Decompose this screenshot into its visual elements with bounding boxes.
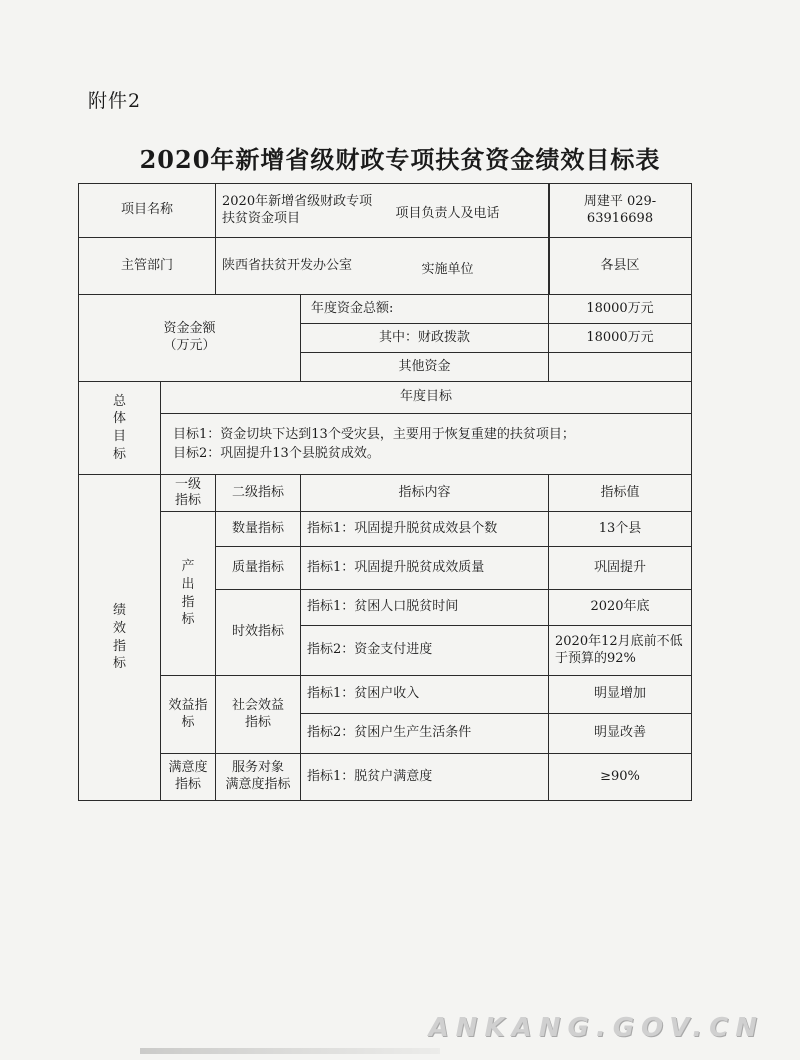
row-annual-goal-text — [79, 414, 692, 475]
funds-other-value — [549, 353, 692, 382]
service-satisfaction-label: 服务对象 满意度指标 — [216, 754, 301, 801]
row-indicator-headers — [79, 475, 692, 512]
annual-goal-header: 年度目标 — [161, 382, 692, 414]
social-value-1: 明显增加 — [549, 676, 692, 714]
quantity-indicator-label: 数量指标 — [216, 512, 301, 547]
social-benefit-label: 社会效益 指标 — [216, 676, 301, 754]
row-satisfaction — [79, 754, 692, 801]
annual-goal-text: 目标1：资金切块下达到13个受灾县，主要用于恢复重建的扶贫项目； 目标2：巩固提升13个县脱贫成效。 — [161, 414, 692, 475]
row-annual-goal-header — [79, 382, 692, 414]
satisfaction-indicator-label: 满意度 指标 — [161, 754, 216, 801]
output-indicator-label: 产 出 指 标 — [161, 512, 216, 676]
funds-fiscal-value: 18000万元 — [549, 324, 692, 353]
funds-total-value: 18000万元 — [549, 295, 692, 324]
funds-fiscal-label: 其中：财政拨款 — [301, 324, 549, 353]
project-name-value: 2020年新增省级财政专项扶贫资金项目 — [216, 184, 549, 238]
implementing-unit-label: 实施单位 — [421, 262, 474, 277]
funds-label: 资金金额 （万元） — [79, 295, 301, 382]
implementing-unit-value: 各县区 — [549, 238, 692, 295]
scan-smudge — [140, 1048, 440, 1054]
site-watermark: ANKANG.GOV.CN — [428, 1013, 764, 1043]
timeliness-content-2: 指标2：资金支付进度 — [301, 626, 549, 676]
row-social-1 — [79, 676, 692, 714]
social-content-2: 指标2：贫困户生产生活条件 — [301, 714, 549, 754]
social-value-2: 明显改善 — [549, 714, 692, 754]
contact-divider — [548, 184, 550, 294]
header-value: 指标值 — [549, 475, 692, 512]
header-level2: 二级指标 — [216, 475, 301, 512]
quality-indicator-label: 质量指标 — [216, 547, 301, 590]
satisfaction-value: ≥90% — [549, 754, 692, 801]
project-contact-label: 项目负责人及电话 — [395, 206, 500, 221]
timeliness-indicator-label: 时效指标 — [216, 590, 301, 676]
attachment-label: 附件2 — [88, 90, 142, 112]
project-name-label: 项目名称 — [79, 184, 216, 238]
funds-other-label: 其他资金 — [301, 353, 549, 382]
satisfaction-content: 指标1：脱贫户满意度 — [301, 754, 549, 801]
quality-content: 指标1：巩固提升脱贫成效质量 — [301, 547, 549, 590]
timeliness-value-1: 2020年底 — [549, 590, 692, 626]
performance-label: 绩 效 指 标 — [79, 475, 161, 801]
department-value: 陕西省扶贫开发办公室 — [216, 238, 549, 295]
header-level1: 一级 指标 — [161, 475, 216, 512]
overall-goal-label: 总 体 目 标 — [79, 382, 161, 475]
department-label: 主管部门 — [79, 238, 216, 295]
social-content-1: 指标1：贫困户收入 — [301, 676, 549, 714]
document-title: 2020年新增省级财政专项扶贫资金绩效目标表 — [139, 145, 661, 174]
timeliness-content-1: 指标1：贫困人口脱贫时间 — [301, 590, 549, 626]
header-content: 指标内容 — [301, 475, 549, 512]
row-funds-total — [79, 295, 692, 324]
quality-value: 巩固提升 — [549, 547, 692, 590]
timeliness-value-2: 2020年12月底前不低于预算的92% — [549, 626, 692, 676]
quantity-value: 13个县 — [549, 512, 692, 547]
row-quantity — [79, 512, 692, 547]
funds-total-label: 年度资金总额: — [301, 295, 549, 324]
project-contact-value: 周建平 029-63916698 — [549, 184, 692, 238]
benefit-indicator-label: 效益指 标 — [161, 676, 216, 754]
quantity-content: 指标1：巩固提升脱贫成效县个数 — [301, 512, 549, 547]
